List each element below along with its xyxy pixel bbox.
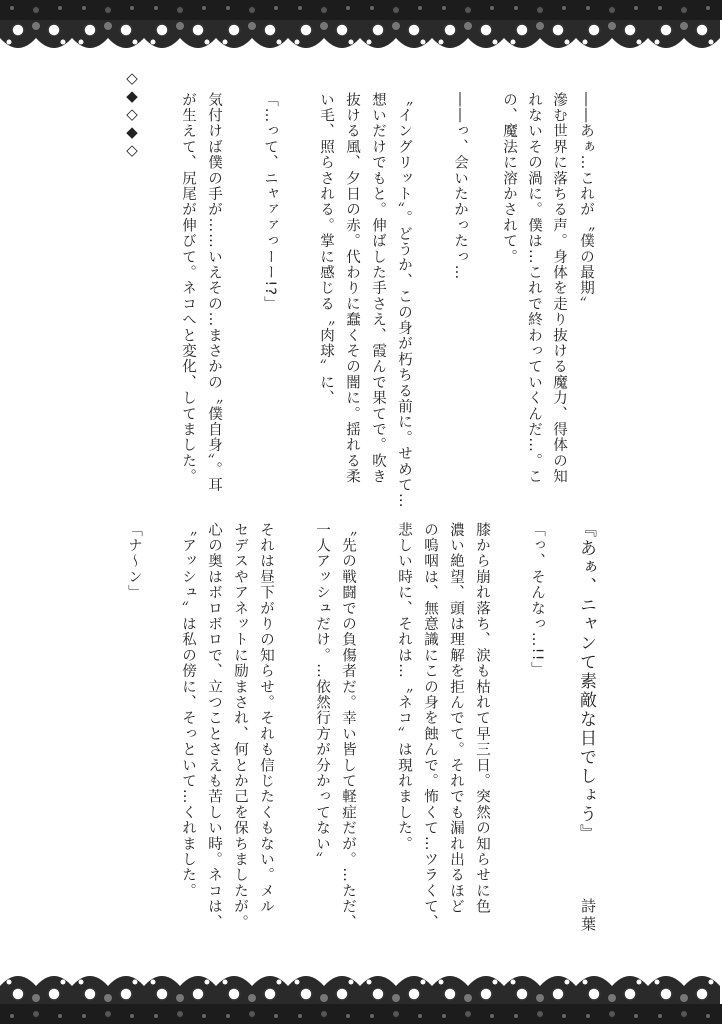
- story-line: 膝から崩れ落ち、涙も枯れて早三日。突然の知らせに色: [474, 522, 490, 915]
- story-line: 悲しい時に、それは…〝ネコ〟は現れました。: [396, 522, 412, 852]
- story-line: の、魔法に溶かされて。: [501, 92, 517, 265]
- diamond-outline-icon: ◇: [126, 105, 138, 123]
- story-line: 「…って、ニャァァっーー!?」: [262, 92, 278, 313]
- story-line: セデスやアネットに励まされ、何とか己を保ちましたが。: [232, 522, 248, 931]
- top-lace-border: [0, 0, 722, 58]
- story-line: れないその渦に。僕は…これで終わっていくんだ…。こ: [526, 92, 542, 485]
- story-line: 想いだけでもと。伸ばした手さえ、霞んで果てで。吹き: [370, 92, 386, 485]
- story-line: 〝イングリット〟。どうか、この身が朽ちる前に。せめて…: [396, 92, 412, 509]
- story-line: が生えて、尻尾が伸びて。ネコへと変化、してました。: [180, 92, 196, 485]
- story-line: 「ナ〜ン」: [126, 522, 142, 601]
- story-line: 心の奥はボロボロで、立つことさえも苦しい時。ネコは、: [206, 522, 222, 931]
- story-line: 〝先の戦闘での負傷者だ。幸い皆して軽症だが。…ただ、: [340, 522, 356, 931]
- story-line: 濃い絶望、頭は理解を拒んでて。それでも漏れ出るほど: [448, 522, 464, 915]
- story-line: 抜ける風、夕日の赤。代わりに蠢くその闇に。揺れる柔: [344, 92, 360, 485]
- diamond-filled-icon: ◆: [126, 123, 138, 141]
- story-line: 〝アッシュ〟は私の傍に、そっといて…くれました。: [180, 522, 196, 899]
- diamond-outline-icon: ◇: [126, 69, 138, 87]
- story-line: の嗚咽は、無意識にこの身を蝕んで。怖くて…ツラくて、: [422, 522, 438, 931]
- bottom-lace-border: [0, 966, 722, 1024]
- diamond-filled-icon: ◆: [126, 87, 138, 105]
- story-line: い毛、照らされる。掌に感じる〝肉球〟に、: [318, 92, 334, 406]
- story-title: 『あぁ、ニャンて素敵な日でしょう』: [576, 520, 596, 843]
- story-line: ――っ、会いたかったっ…: [452, 92, 468, 281]
- diamond-outline-icon: ◇: [126, 141, 138, 159]
- story-line: 滲む世界に落ちる声。身体を走り抜ける魔力、得体の知: [551, 92, 567, 485]
- story-line: 一人アッシュだけ。…依然行方が分かってない〟: [314, 522, 330, 868]
- story-line: ――あぁ…これが〝僕の最期〟: [578, 92, 594, 312]
- author-name: 詩葉: [579, 898, 597, 934]
- story-line: 「っ、そんなっ…!!」: [529, 522, 545, 678]
- story-line: それは昼下がりの知らせ。それも信じたくもない。メル: [258, 522, 274, 915]
- story-line: 気付けば僕の手が……いえその…まさかの〝僕自身〟。耳: [206, 92, 222, 493]
